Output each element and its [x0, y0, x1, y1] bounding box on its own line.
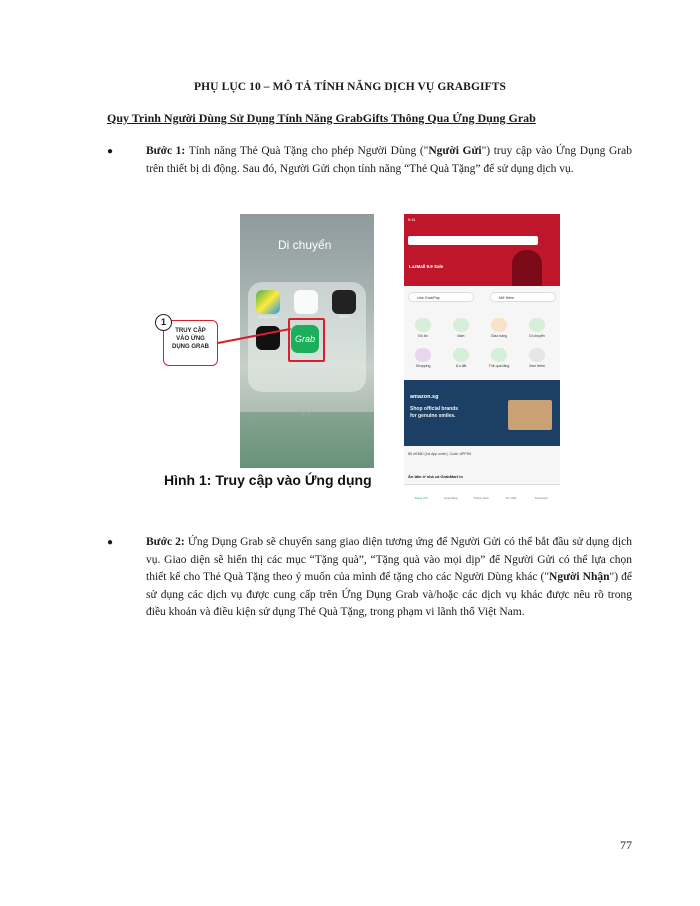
calendar-app-icon — [294, 290, 318, 314]
step-1-label: Bước 1: — [146, 145, 186, 157]
grab-bottom-nav — [404, 484, 560, 500]
wallet-app-icon — [332, 290, 356, 314]
step-1-text — [146, 143, 632, 178]
page-number: 77 — [620, 838, 632, 852]
step-2-term: Người Nhận — [549, 571, 610, 583]
maps-app-icon — [256, 290, 280, 314]
nav-account[interactable]: Tài khoản — [534, 496, 548, 500]
ad-box-image — [508, 400, 552, 430]
service-transport[interactable]: Di chuyển — [524, 318, 550, 338]
callout-number: 1 — [155, 314, 172, 331]
folder-title: Di chuyển — [278, 238, 332, 252]
service-more[interactable]: Xem thêm — [524, 348, 550, 368]
grab-app-icon[interactable]: Grab — [291, 325, 319, 353]
figure — [150, 210, 570, 500]
nav-payment[interactable]: Thanh toán — [473, 496, 489, 500]
callout-line-3: DỤNG GRAB — [172, 344, 209, 350]
step-2-text — [146, 534, 632, 622]
step-2-label: Bước 2: — [146, 536, 185, 548]
callout-box — [163, 320, 218, 366]
service-shopping[interactable]: Shopping — [410, 348, 436, 368]
grab-app-screen — [404, 214, 560, 500]
amazon-ad[interactable] — [404, 380, 560, 446]
maps-app-label: Google Maps — [257, 315, 279, 319]
more-pill[interactable]: Mở thêm — [490, 292, 556, 302]
callout-line-2: VÀO ỨNG — [176, 336, 205, 342]
step-2-paragraph — [107, 534, 632, 622]
service-delivery[interactable]: Giao hàng — [486, 318, 512, 338]
banner-title: LazMall 9.9 Sale — [409, 264, 444, 269]
page-dots — [302, 402, 314, 405]
service-mart[interactable]: Mart — [448, 318, 474, 338]
callout-line-1: TRUY CẬP — [175, 328, 206, 334]
step-2-text-a: Ứng Dụng Grab sẽ chuyển sang giao diện tương ứng để Người Gửi có thể bắt đầu sử dụng dịch vụ. Giao diện sẽ hiển thị các mục “Tặng quà”, “Tặng quà vào mọi dịp” để Người Gửi có thể lựa chọn thiết kế cho Thẻ Quà Tặng theo ý muốn của mình để tặng cho các Người Dùng khác (" — [146, 536, 632, 583]
step-1-paragraph — [107, 143, 632, 178]
step-1-text-b: ") truy cập vào Ứng Dụng Grab trên thiết bị di động. Sau đó, Người Gửi chọn tính năng “Thẻ Quà Tặng” để sử dụng dịch vụ. — [146, 145, 632, 175]
grabpay-pill[interactable]: Use GrabPay — [408, 292, 474, 302]
bullet-dot: ● — [107, 537, 114, 548]
section-heading: Quy Trình Người Dùng Sử Dụng Tính Năng GrabGifts Thông Qua Ứng Dụng Grab — [107, 111, 536, 125]
service-deals[interactable]: Ưu đãi — [448, 348, 474, 368]
promo-note: $5 off $60 (1st App order). Code: APP5G — [408, 452, 472, 456]
nav-activity[interactable]: Hoạt động — [444, 496, 458, 500]
ad-line-1: Shop official brands — [410, 406, 459, 412]
step-2-text-b: ") để sử dụng các dịch vụ được cung cấp trên Ứng Dụng Grab và/hoặc các dịch vụ khác được nêu rõ trong điều khoản và điều kiện sử dụng Thẻ Quà Tặng, trong phạm vi lãnh thổ Việt Nam. — [146, 571, 632, 618]
grab-header — [404, 214, 560, 286]
nav-messages[interactable]: Tin nhắn — [505, 496, 517, 500]
ad-brand: amazon.sg — [410, 394, 439, 400]
feature-text: Ăn tẩm ở nhà cả GrabMart lo — [408, 474, 463, 479]
grab-search-bar[interactable] — [408, 236, 538, 245]
ios-dock — [240, 412, 374, 468]
service-gift-card[interactable]: Thẻ quà tặng — [486, 348, 512, 368]
page-title: PHỤ LỤC 10 – MÔ TẢ TÍNH NĂNG DỊCH VỤ GRABGIFTS — [194, 81, 506, 93]
wallet-app-label: Wallet — [339, 315, 349, 319]
ad-line-2: for genuine smiles. — [410, 413, 456, 419]
nav-home[interactable]: Trang chủ — [414, 496, 428, 500]
bullet-dot: ● — [107, 146, 114, 157]
figure-caption: Hình 1: Truy cập vào Ứng dụng — [164, 472, 372, 488]
step-1-term: Người Gửi — [428, 145, 482, 157]
service-food[interactable]: Đồ ăn — [410, 318, 436, 338]
banner-person — [512, 250, 542, 286]
step-1-text-a: Tính năng Thẻ Quà Tặng cho phép Người Dùng (" — [185, 145, 429, 157]
status-time: 9:41 — [408, 217, 416, 222]
grab-highlight-box — [288, 318, 325, 362]
